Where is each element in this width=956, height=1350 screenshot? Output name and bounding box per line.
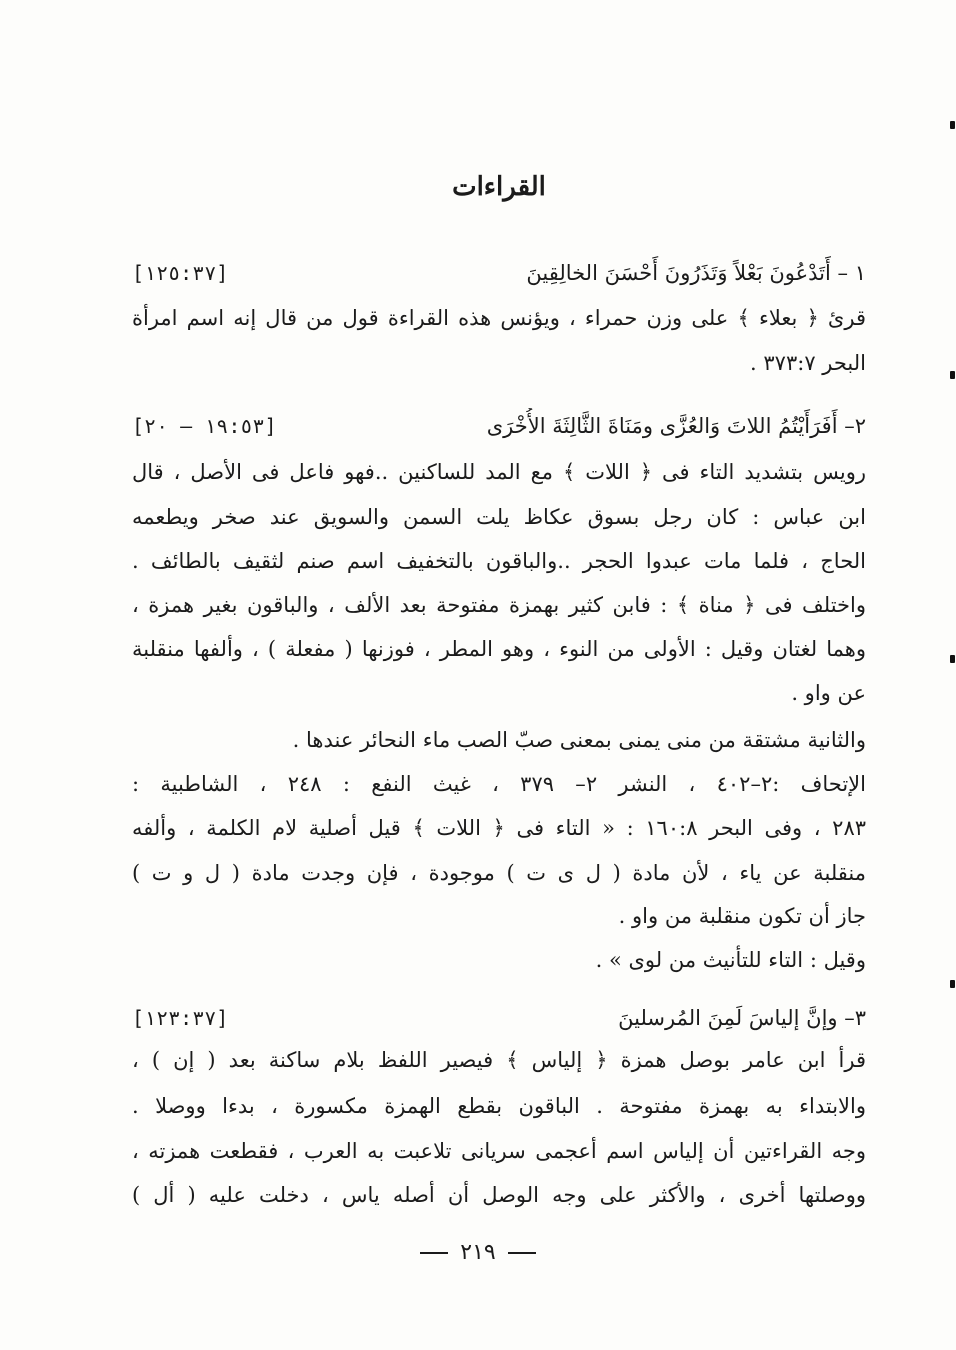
paragraph-line: منقلبة عن ياء ، لأن مادة ( ل ى ت ) موجودة ، فإن وجدت مادة ( ل و ت ) <box>132 861 866 885</box>
paragraph-line: ٢٨٣ ، وفى البحر ١٦٠:٨ : « التاء فى ﴿ اللات ﴾ قيل أصلية لام الكلمة ، وألفه <box>132 816 866 840</box>
paragraph-line: وجه القراءتين أن إلياس اسم أعجمى سريانى تلاعبت به العرب ، فقطعت همزته ، <box>132 1139 866 1163</box>
scan-edge-mark <box>950 121 955 129</box>
footer-dash-right <box>508 1252 536 1254</box>
verse-1-reference: [١٢٥:٣٧] <box>132 261 229 285</box>
paragraph-line: قرئ ﴿ بعلاء ﴾ على وزن حمراء ، ويؤنس هذه القراءة قول من قال إنه اسم امرأة <box>132 306 866 330</box>
paragraph-line: والابتداء به بهمزة مفتوحة . الباقون بقطع الهمزة مكسورة ، بدءا ووصلا . <box>132 1094 866 1118</box>
paragraph-line: ووصلتها أخرى ، والأكثر على وجه الوصل أن أصله ياس ، دخلت عليه ( أل ) <box>132 1183 866 1207</box>
paragraph-line: الإتحاف :٢–٤٠٢ ، النشر ٢– ٣٧٩ ، غيث النفع : ٢٤٨ ، الشاطبية : <box>132 772 866 796</box>
scan-edge-mark <box>950 655 955 663</box>
page-number: ٢١٩ <box>460 1240 496 1265</box>
document-page <box>132 0 866 1350</box>
paragraph-line: واختلف فى ﴿ مناة ﴾ : فابن كثير بهمزة مفتوحة بعد الألف ، والباقون بغير همزة ، <box>132 593 866 617</box>
scan-edge-mark <box>950 980 955 988</box>
paragraph-line: ابن عباس : كان رجل بسوق عكاظ يلت السمن والسويق عند صخر ويطعمه <box>132 505 866 529</box>
paragraph-line: قرأ ابن عامر بوصل همزة ﴿ إلياس ﴾ فيصير اللفظ بلام ساكنة بعد ( إن ) ، <box>132 1048 866 1072</box>
paragraph-line: البحر ٣٧٣:٧ . <box>750 351 866 375</box>
paragraph-line: وهما لغتان وقيل : الأولى من النوء ، وهو المطر ، فوزنها ( مفعلة ) ، وألفها منقلبة <box>132 637 866 661</box>
verse-3-reference: [١٢٣:٣٧] <box>132 1006 229 1030</box>
verse-2-text: ٢– أَفَرَأَيْتُمُ اللاتَ وَالعُزَّى ومَنَاةَ الثَّالِثَةَ الأُخْرَى <box>486 414 866 438</box>
paragraph-line: عن واو . <box>791 681 866 705</box>
page-title: القراءات <box>452 172 546 202</box>
scan-edge-mark <box>950 371 955 379</box>
verse-3-text: ٣– وإنَّ إلياسَ لَمِنَ المُرسلينَ <box>618 1006 866 1030</box>
verse-3 <box>132 1000 866 1036</box>
paragraph-line: جاز أن تكون منقلبة من واو . <box>618 904 866 928</box>
verse-2 <box>132 408 866 444</box>
page-footer <box>0 1240 956 1265</box>
paragraph-line: والثانية مشتقة من منى يمنى بمعنى صبّ الصب ماء النحائر عندها . <box>292 728 866 752</box>
footer-dash-left <box>420 1252 448 1254</box>
paragraph-line: الحاج ، فلما مات عبدوا الحجر ..والباقون بالتخفيف اسم صنم لثقيف بالطائف . <box>132 549 866 573</box>
paragraph-line: وقيل : التاء للتأنيث من لوى » . <box>595 948 866 972</box>
paragraph-line: رويس بتشديد التاء فى ﴿ اللات ﴾ مع المد للساكنين ..فهو فاعل فى الأصل ، قال <box>132 460 866 484</box>
verse-2-reference: [١٩:٥٣ – ٢٠] <box>132 414 277 438</box>
verse-1 <box>132 255 866 291</box>
verse-1-text: ١ – أَتَدْعُونَ بَعْلاً وَتَذَرُونَ أَحْسَنَ الخالِقِينَ <box>526 261 866 285</box>
